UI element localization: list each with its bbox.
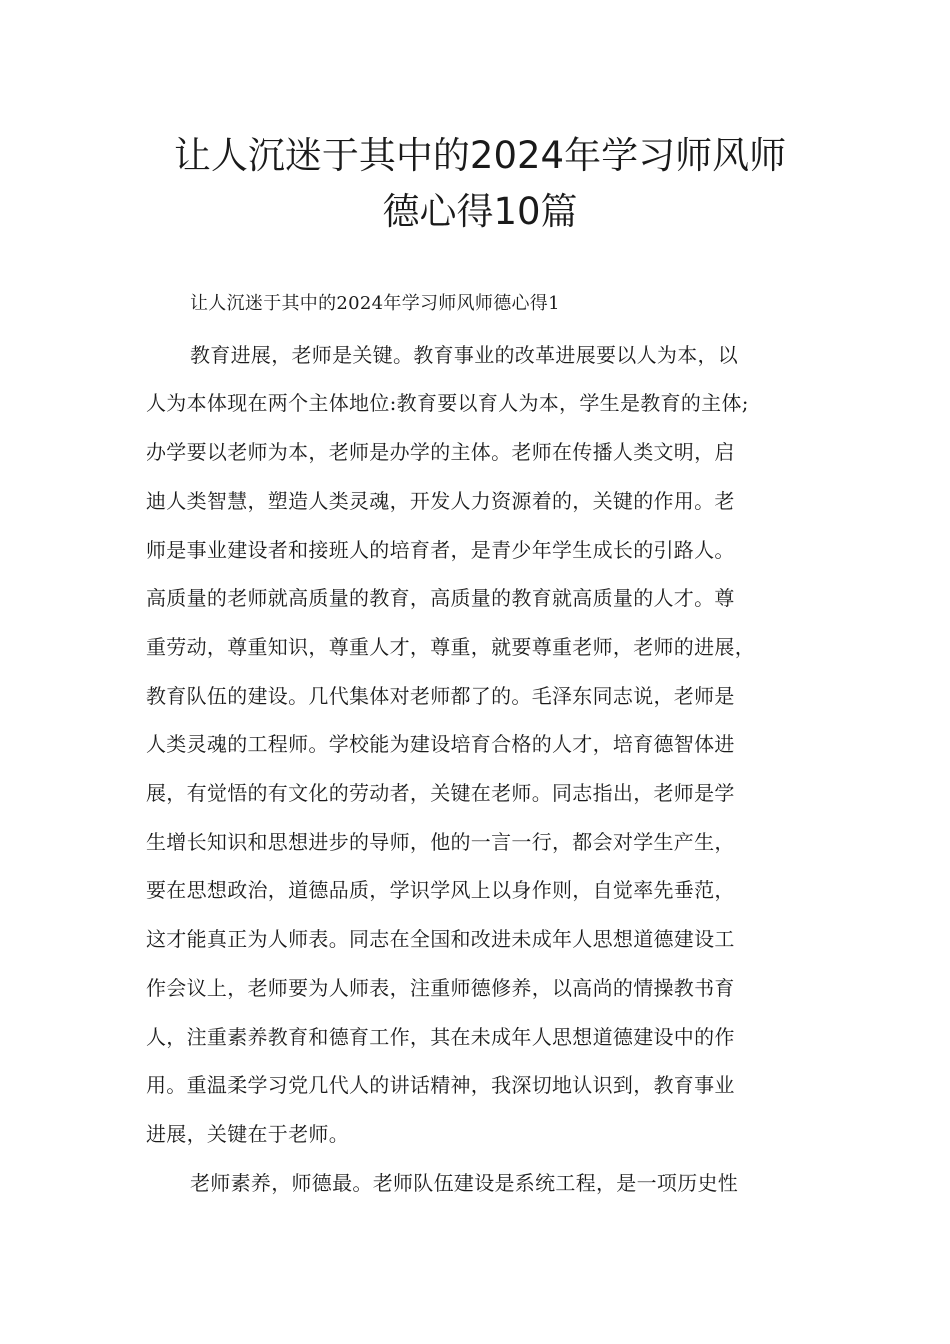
paragraph-line: 人类灵魂的工程师。学校能为建设培育合格的人才，培育德智体进 bbox=[146, 732, 735, 757]
document-title bbox=[140, 128, 820, 240]
paragraph-line: 教育队伍的建设。几代集体对老师都了的。毛泽东同志说，老师是 bbox=[146, 683, 735, 708]
paragraph-line: 生增长知识和思想进步的导师，他的一言一行，都会对学生产生， bbox=[146, 829, 735, 854]
paragraph-line: 作会议上，老师要为人师表，注重师德修养，以高尚的情操教书育 bbox=[146, 975, 735, 1000]
paragraph-line: 重劳动，尊重知识，尊重人才，尊重，就要尊重老师，老师的进展， bbox=[146, 634, 755, 659]
title-line-2: 德心得10篇 bbox=[382, 190, 578, 233]
title-line-1: 让人沉迷于其中的2024年学习师风师 bbox=[173, 134, 787, 177]
paragraph-line: 办学要以老师为本，老师是办学的主体。老师在传播人类文明，启 bbox=[146, 440, 735, 465]
paragraph-line: 人为本体现在两个主体地位:教育要以育人为本，学生是教育的主体; bbox=[146, 391, 749, 416]
paragraph-line: 进展，关键在于老师。 bbox=[146, 1121, 349, 1146]
paragraph-line: 高质量的老师就高质量的教育，高质量的教育就高质量的人才。尊 bbox=[146, 586, 735, 611]
paragraph-line: 这才能真正为人师表。同志在全国和改进未成年人思想道德建设工 bbox=[146, 927, 735, 952]
paragraph-line: 教育进展，老师是关键。教育事业的改革进展要以人为本，以 bbox=[190, 342, 739, 367]
paragraph-line: 迪人类智慧，塑造人类灵魂，开发人力资源着的，关键的作用。老 bbox=[146, 488, 735, 513]
paragraph-line: 老师素养，师德最。老师队伍建设是系统工程，是一项历史性 bbox=[190, 1170, 739, 1195]
paragraph-line: 用。重温柔学习党几代人的讲话精神，我深切地认识到，教育事业 bbox=[146, 1073, 735, 1098]
section-heading: 让人沉迷于其中的2024年学习师风师德心得1 bbox=[190, 293, 560, 314]
paragraph-line: 展，有觉悟的有文化的劳动者，关键在老师。同志指出，老师是学 bbox=[146, 781, 735, 806]
document-body bbox=[146, 280, 836, 1207]
paragraph-line: 要在思想政治，道德品质，学识学风上以身作则，自觉率先垂范， bbox=[146, 878, 735, 903]
paragraph-line: 师是事业建设者和接班人的培育者，是青少年学生成长的引路人。 bbox=[146, 537, 735, 562]
paragraph-line: 人，注重素养教育和德育工作，其在未成年人思想道德建设中的作 bbox=[146, 1024, 735, 1049]
